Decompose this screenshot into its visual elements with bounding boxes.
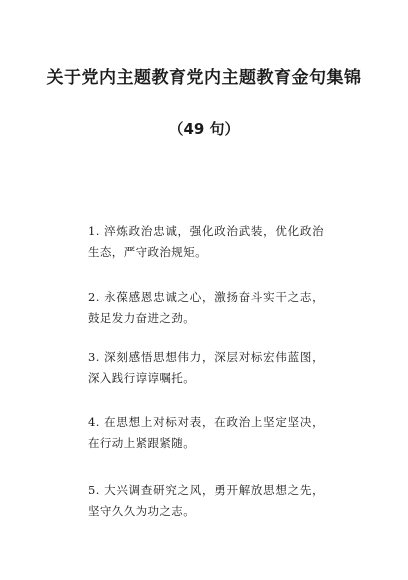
list-item: 5. 大兴调查研究之风，勇开解放思想之先，坚守久久为功之志。	[88, 483, 324, 518]
list-item: 3. 深刻感悟思想伟力，深层对标宏伟蓝图，深入践行谆谆嘱托。	[88, 350, 324, 385]
list-item: 1. 淬炼政治忠诚，强化政治武装，优化政治生态，严守政治规矩。	[88, 224, 324, 259]
document-subtitle: （49 句）	[168, 120, 240, 138]
list-item: 4. 在思想上对标对表，在政治上坚定坚决，在行动上紧跟紧随。	[88, 415, 324, 450]
list-item: 2. 永葆感恩忠诚之心，激扬奋斗实干之志，鼓足发力奋进之劲。	[88, 290, 324, 325]
document-title: 关于党内主题教育党内主题教育金句集锦	[46, 68, 362, 88]
